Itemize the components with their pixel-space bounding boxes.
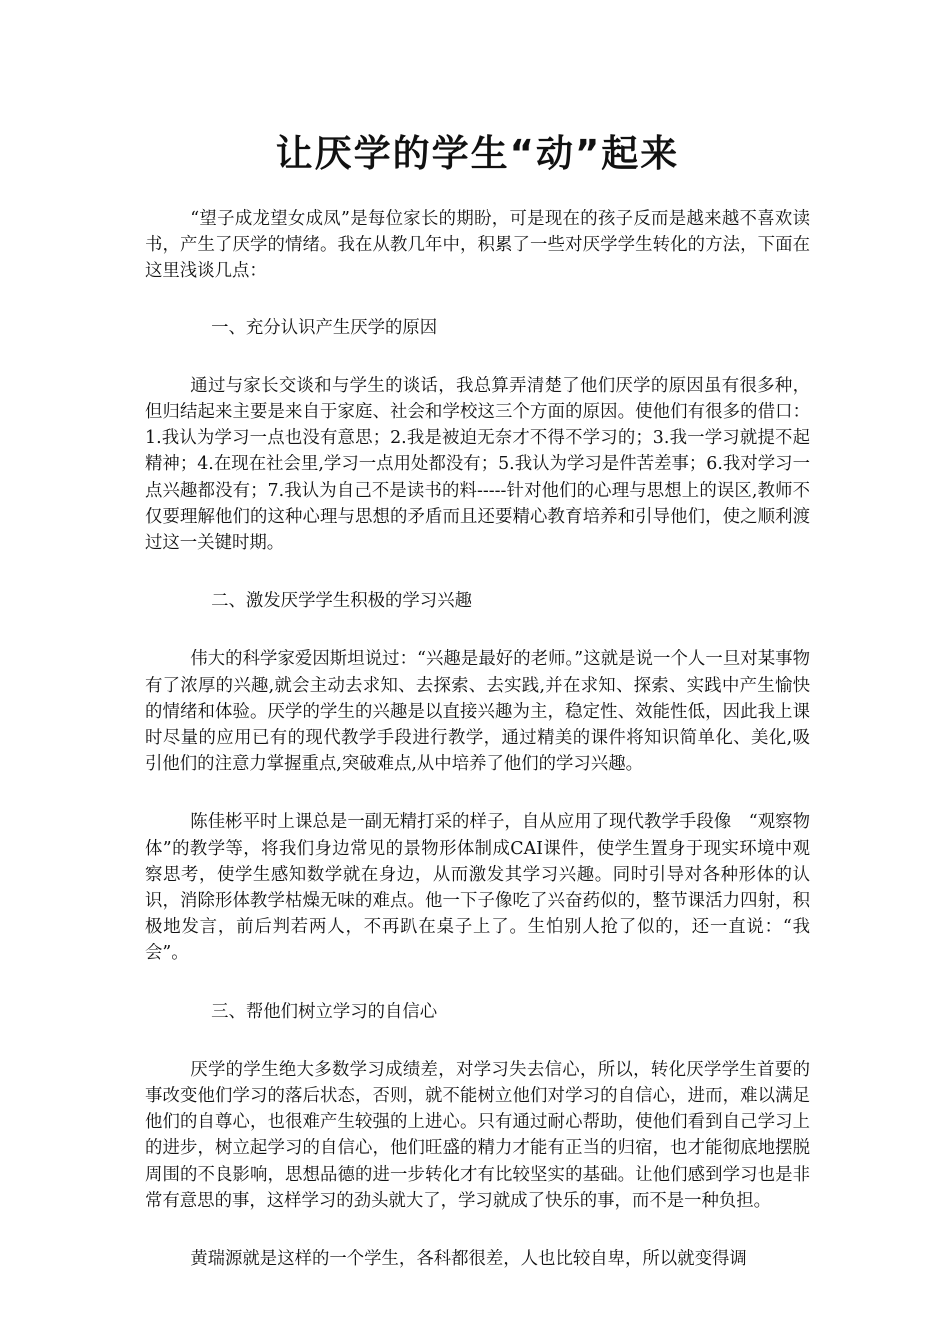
intro-paragraph: “望子成龙望女成凤”是每位家长的期盼，可是现在的孩子反而是越来越不喜欢读书，产生了厌学的情绪。我在从教几年中，积累了一些对厌学学生转化的方法，下面在这里浅谈几点： [145,209,810,282]
section-heading-2: 二、激发厌学学生积极的学习兴趣 [211,591,472,612]
section-2-paragraph-1: 伟大的科学家爱因斯坦说过：“兴趣是最好的老师。”这就是说一个人一旦对某事物有了浓厚的兴趣,就会主动去求知、去探索、去实践,并在求知、探索、实践中产生愉快的情绪和体验。厌学的学生的兴趣是以直接兴趣为主，稳定性、效能性低，因此我上课时尽量的应用已有的现代教学手段进行教学，通过精美的课件将知识简单化、美化,吸引他们的注意力掌握重点,突破难点,从中培养了他们的学习兴趣。 [145,649,810,775]
section-3-paragraph-2: 黄瑞源就是这样的一个学生，各科都很差，人也比较自卑，所以就变得调 [190,1249,747,1270]
document-page [145,128,810,1304]
section-1-paragraph-1: 通过与家长交谈和与学生的谈话，我总算弄清楚了他们厌学的原因虽有很多种，但归结起来主要是来自于家庭、社会和学校这三个方面的原因。使他们有很多的借口：1.我认为学习一点也没有意思；2.我是被迫无奈才不得不学习的；3.我一学习就提不起精神；4.在现在社会里,学习一点用处都没有；5.我认为学习是件苦差事；6.我对学习一点兴趣都没有；7.我认为自己不是读书的料-----针对他们的心理与思想上的误区,教师不仅要理解他们的这种心理与思想的矛盾而且还要精心教育培养和引导他们，使之顺利渡过这一关键时期。 [145,375,810,554]
section-heading-1: 一、充分认识产生厌学的原因 [211,317,438,338]
section-2-paragraph-2: 陈佳彬平时上课总是一副无精打采的样子，自从应用了现代教学手段像 “观察物体”的教学等，将我们身边常见的景物形体制成CAI课件，使学生置身于现实环境中观察思考，使学生感知数学就在身边，从而激发其学习兴趣。同时引导对各种形体的认识，消除形体教学枯燥无味的难点。他一下子像吃了兴奋药似的，整节课活力四射，积极地发言，前后判若两人，不再趴在桌子上了。生怕别人抢了似的，还一直说：“我会”。 [145,812,810,964]
section-heading-3: 三、帮他们树立学习的自信心 [211,1001,438,1022]
document-title: 让厌学的学生“动”起来 [275,132,680,175]
section-3-paragraph-1: 厌学的学生绝大多数学习成绩差，对学习失去信心，所以，转化厌学学生首要的事改变他们学习的落后状态，否则，就不能树立他们对学习的自信心，进而，难以满足他们的自尊心，也很难产生较强的上进心。只有通过耐心帮助，使他们看到自己学习上的进步，树立起学习的自信心，他们旺盛的精力才能有正当的归宿，也才能彻底地摆脱周围的不良影响，思想品德的进一步转化才有比较坚实的基础。让他们感到学习也是非常有意思的事，这样学习的劲头就大了，学习就成了快乐的事，而不是一种负担。 [145,1059,810,1211]
